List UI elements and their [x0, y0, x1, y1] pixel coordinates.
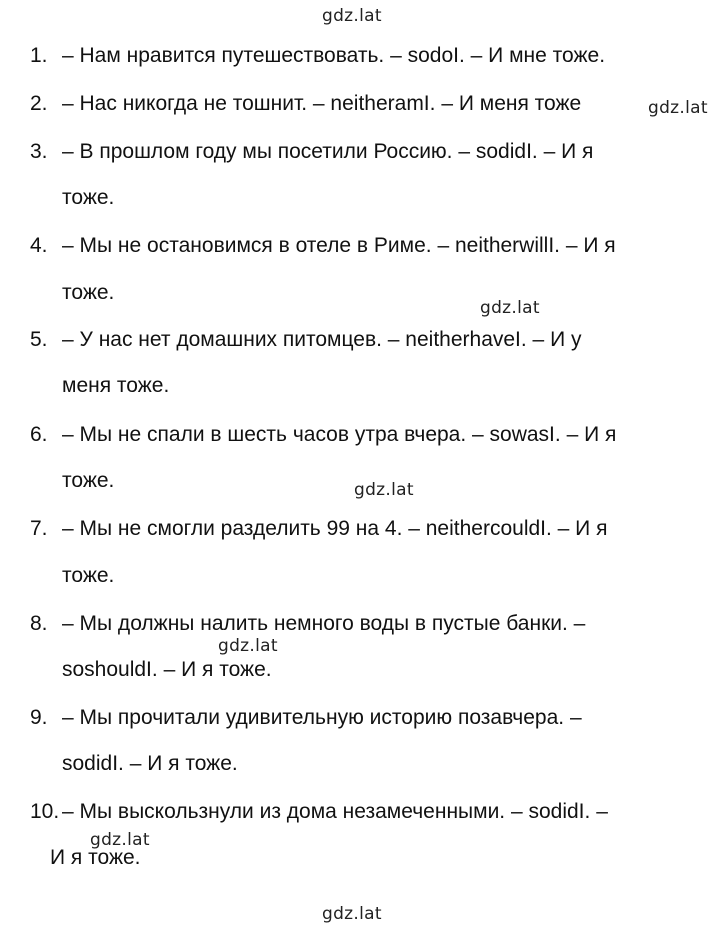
list-item: [30, 234, 690, 258]
item-number: 10.: [30, 800, 60, 823]
list-item: [30, 328, 690, 352]
watermark: gdz.lat: [480, 298, 540, 318]
item-text-continued: И я тоже.: [50, 846, 141, 869]
list-item: [30, 706, 690, 730]
list-item: [30, 423, 690, 447]
list-item: [30, 800, 690, 824]
watermark: gdz.lat: [354, 480, 414, 500]
item-text: – В прошлом году мы посетили Россию. – sodidI. – И я: [62, 140, 594, 163]
list-item: [30, 612, 690, 636]
watermark: gdz.lat: [648, 98, 708, 118]
item-text: – Нам нравится путешествовать. – sodoI. – И мне тоже.: [62, 44, 606, 67]
watermark: gdz.lat: [322, 904, 382, 924]
watermark: gdz.lat: [218, 636, 278, 656]
item-text-continued: soshouldI. – И я тоже.: [62, 658, 272, 681]
watermark: gdz.lat: [90, 830, 150, 850]
item-text: – У нас нет домашних питомцев. – neitherhaveI. – И у: [62, 328, 582, 351]
item-text-continued: тоже.: [62, 281, 115, 304]
item-number: 4.: [30, 234, 48, 257]
item-text-continued: sodidI. – И я тоже.: [62, 752, 238, 775]
item-text: – Мы не смогли разделить 99 на 4. – neithercouldI. – И я: [62, 517, 608, 540]
item-number: 2.: [30, 92, 48, 115]
item-number: 3.: [30, 140, 48, 163]
item-number: 5.: [30, 328, 48, 351]
list-item: [30, 92, 690, 116]
item-text-continued: тоже.: [62, 469, 115, 492]
item-text-continued: меня тоже.: [62, 374, 170, 397]
item-text: – Мы не остановимся в отеле в Риме. – neitherwillI. – И я: [62, 234, 616, 257]
item-number: 1.: [30, 44, 48, 67]
item-text: – Мы прочитали удивительную историю позавчера. –: [62, 706, 582, 729]
item-number: 7.: [30, 517, 48, 540]
item-number: 9.: [30, 706, 48, 729]
item-text: – Мы не спали в шесть часов утра вчера. – sowasI. – И я: [62, 423, 617, 446]
item-number: 6.: [30, 423, 48, 446]
list-item: [30, 140, 690, 164]
list-item: [30, 44, 690, 68]
item-number: 8.: [30, 612, 48, 635]
item-text: – Нас никогда не тошнит. – neitheramI. – И меня тоже: [62, 92, 582, 115]
item-text: – Мы выскользнули из дома незамеченными. – sodidI. –: [62, 800, 608, 823]
item-text-continued: тоже.: [62, 564, 115, 587]
item-text: – Мы должны налить немного воды в пустые банки. –: [62, 612, 586, 635]
item-text-continued: тоже.: [62, 186, 115, 209]
list-item: [30, 517, 690, 541]
watermark: gdz.lat: [322, 6, 382, 26]
